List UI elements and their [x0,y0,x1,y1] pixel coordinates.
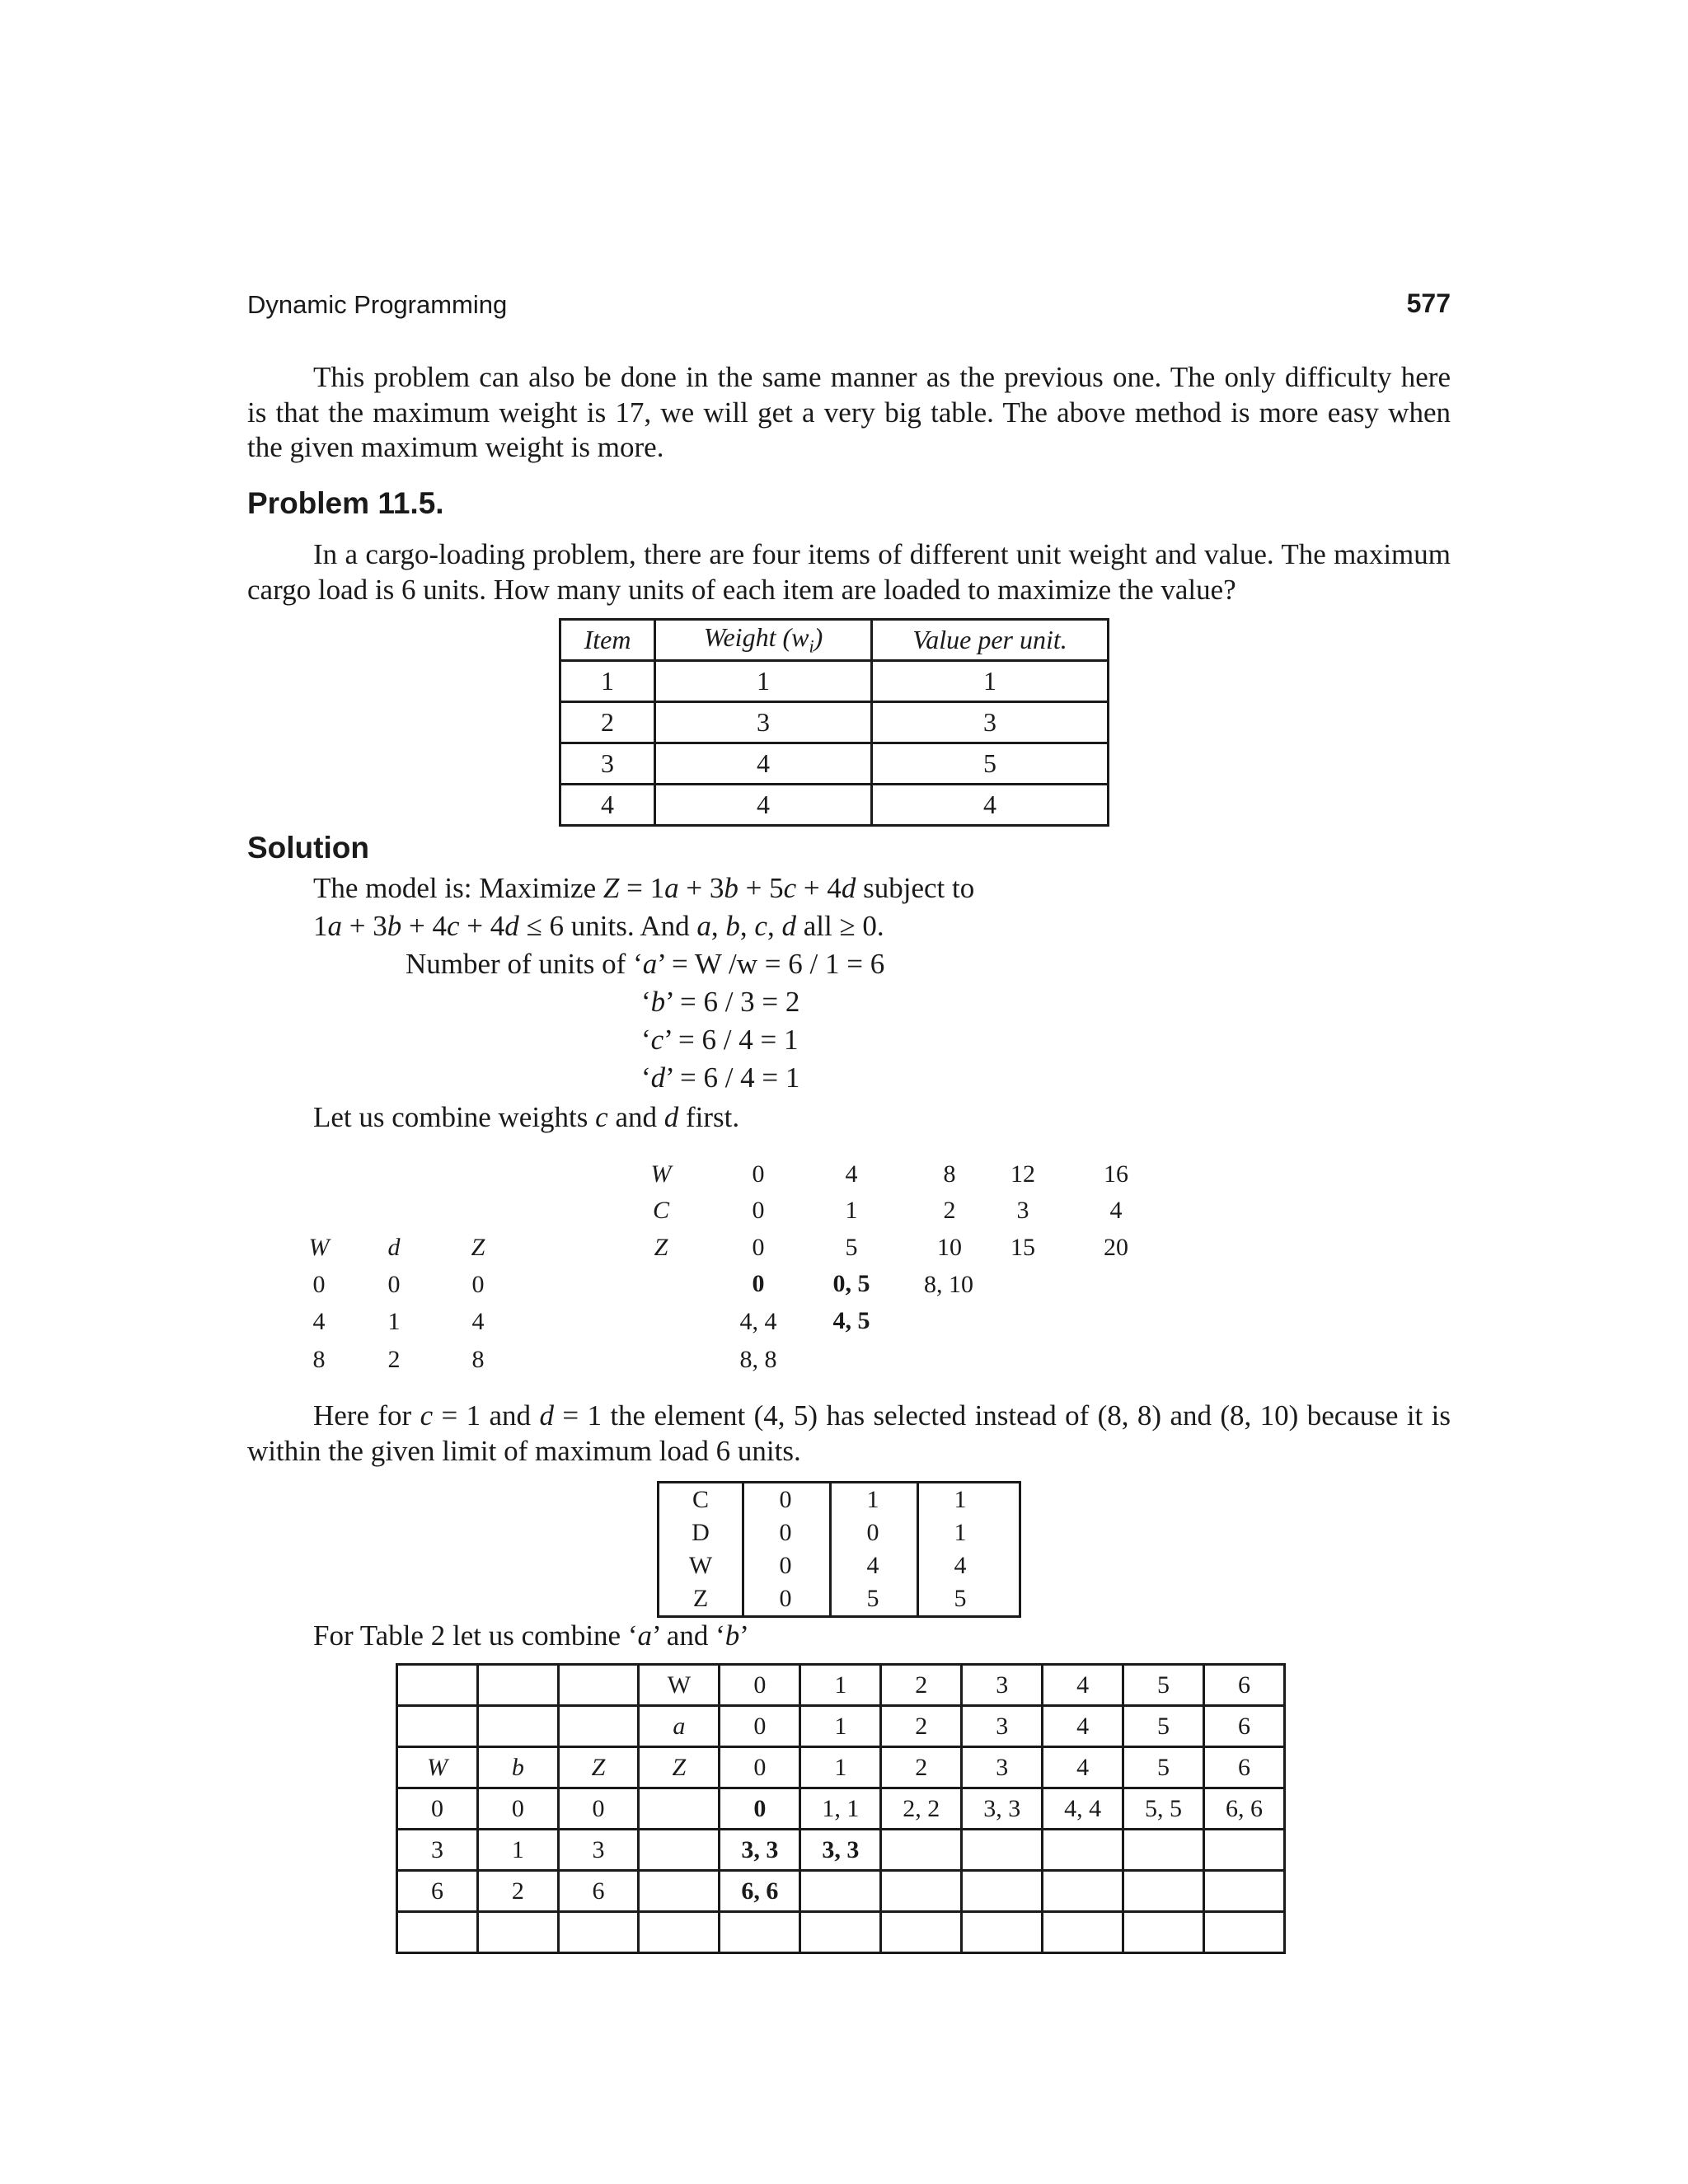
summary-table [657,1481,1021,1618]
problem-line-1: In a cargo-loading problem, there are four items of different unit weight and value. The maximum [313,538,1451,570]
combine-cd-line: Let us combine weights c and d first. [313,1101,740,1133]
explain-line-1: Here for c = 1 and d = 1 the element (4, 5) has selected instead of (8, 8) and (8, 10) because it is [313,1399,1451,1432]
table-row: 0 0 0 0 1, 1 2, 2 3, 3 4, 4 5, 5 6, 6 [397,1788,1285,1830]
table-row: W 0 1 2 3 4 5 6 [397,1665,1285,1706]
model-line-2: 1a + 3b + 4c + 4d ≤ 6 units. And a, b, c, d all ≥ 0. [313,910,884,942]
summary-col-1: 0 0 0 0 [779,1486,792,1612]
table-row: 2 3 3 [560,702,1109,743]
combine-ab-line: For Table 2 let us combine ‘a’ and ‘b’ [313,1619,749,1652]
table-row: 3 4 5 [560,743,1109,785]
running-header: Dynamic Programming [247,290,508,319]
intro-line-2: is that the maximum weight is 17, we will get a very big table. The above method is more easy when [247,396,1451,429]
summary-labels: C D W Z [688,1486,713,1612]
table-row: 4 4 4 [560,785,1109,826]
summary-col-3: 1 1 4 5 [954,1486,967,1612]
table-ab [396,1663,1286,1954]
header-item: Item [560,620,655,661]
units-b-line: ‘b’ = 6 / 3 = 2 [641,986,800,1018]
problem-line-2: cargo load is 6 units. How many units of each item are loaded to maximize the value? [247,573,1236,606]
explain-line-2: within the given limit of maximum load 6 units. [247,1434,801,1467]
col-header-d: d [387,1234,401,1261]
intro-line-1: This problem can also be done in the same manner as the previous one. The only difficulty here [313,361,1451,393]
header-value: Value per unit. [872,620,1109,661]
problem-heading: Problem 11.5. [247,486,444,520]
intro-line-3: the given maximum weight is more. [247,431,664,463]
page-number: 577 [1406,288,1451,318]
table-row: a 0 1 2 3 4 5 6 [397,1706,1285,1747]
item-table-header [560,620,1109,661]
table-row: W b Z Z 0 1 2 3 4 5 6 [397,1747,1285,1788]
row-label-z: Z [654,1234,668,1261]
explanation-paragraph [247,1399,1451,1469]
units-a-line: Number of units of ‘a’ = W /w = 6 / 1 = 6 [406,948,885,980]
table-row [397,1912,1285,1953]
units-d-line: ‘d’ = 6 / 4 = 1 [641,1062,800,1094]
solution-heading: Solution [247,831,369,865]
table-row: 3 1 3 3, 3 3, 3 [397,1830,1285,1871]
intro-paragraph [247,360,1451,466]
item-table [559,618,1109,827]
col-header-z: Z [471,1234,485,1261]
model-line-1: The model is: Maximize Z = 1a + 3b + 5c + 4d subject to [313,872,975,904]
row-label-c: C [652,1197,669,1224]
col-header-w: W [308,1234,330,1261]
row-label-w: W [650,1160,672,1188]
table-row: 6 2 6 6, 6 [397,1871,1285,1912]
units-c-line: ‘c’ = 6 / 4 = 1 [641,1024,799,1056]
table-row: 1 1 1 [560,661,1109,702]
problem-statement [247,537,1451,607]
summary-col-2: 1 0 4 5 [866,1486,879,1612]
header-weight: Weight $(w_i)$ [655,620,872,661]
